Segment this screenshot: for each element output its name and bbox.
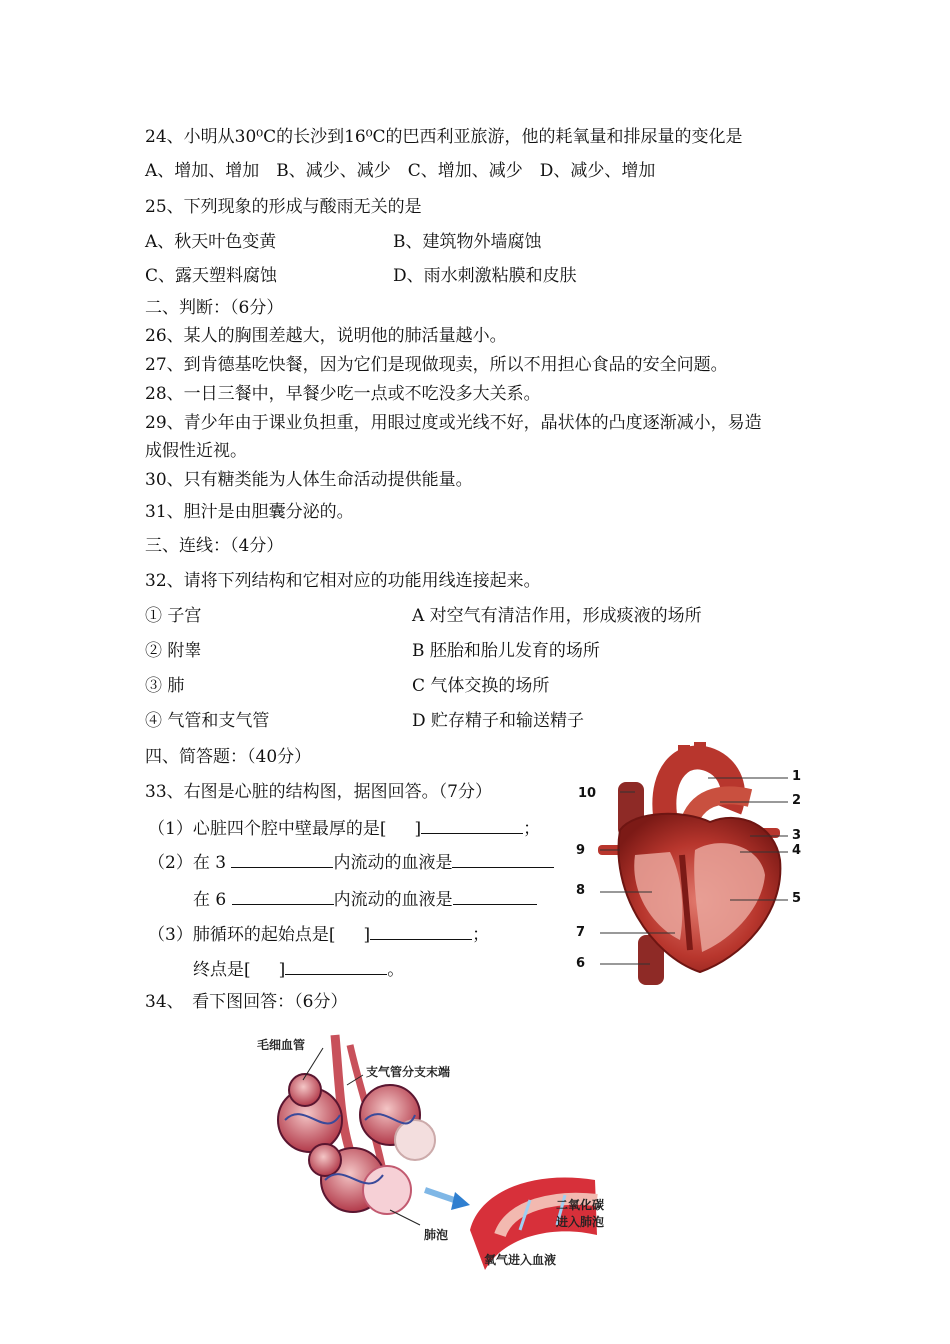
q33-part3-end: ；: [472, 925, 490, 945]
heart-label-6: 6: [576, 956, 586, 971]
match-right-a: A 对空气有清洁作用，形成痰液的场所: [412, 606, 702, 626]
q33-part1-text: （1）心脏四个腔中壁最厚的是[: [148, 819, 387, 839]
label-bronchiole: 支气管分支末端: [366, 1065, 451, 1079]
q25-option-c: C、露天塑料腐蚀: [145, 266, 278, 286]
section2-title: 二、判断：（6分）: [145, 298, 284, 318]
q33-part2: [148, 849, 554, 875]
q33-part3: [148, 921, 489, 947]
match-left-4: ④ 气管和支气管: [145, 711, 270, 731]
label-co2-2: 进入肺泡: [556, 1215, 605, 1229]
section4-title: 四、简答题：（40分）: [145, 747, 312, 767]
match-right-d: D 贮存精子和输送精子: [412, 711, 585, 731]
q24-options: A、增加、增加 B、减少、减少 C、增加、减少 D、减少、增加: [145, 161, 656, 181]
section3-title: 三、连线：（4分）: [145, 536, 284, 556]
label-o2: 氧气进入血液: [484, 1253, 557, 1267]
q32-stem: 32、请将下列结构和它相对应的功能用线连接起来。: [145, 571, 541, 591]
q33-answer-blank-1[interactable]: [421, 815, 523, 834]
q33-answer-blank-5[interactable]: [453, 886, 537, 905]
q31: 31、胆汁是由胆囊分泌的。: [145, 502, 354, 522]
q25-option-d: D、雨水刺激粘膜和皮肤: [393, 266, 577, 286]
q29-line1: 29、青少年由于课业负担重，用眼过度或光线不好，晶状体的凸度逐渐减小，易造: [145, 413, 762, 433]
q33-part3b: [193, 956, 404, 982]
q27: 27、到肯德基吃快餐，因为它们是现做现卖，所以不用担心食品的安全问题。: [145, 355, 728, 375]
heart-diagram: [590, 740, 810, 990]
q25-option-b: B、建筑物外墙腐蚀: [393, 232, 542, 252]
q24-stem: 24、小明从30⁰C的长沙到16⁰C的巴西利亚旅游，他的耗氧量和排尿量的变化是: [145, 127, 743, 147]
match-left-3: ③ 肺: [145, 676, 185, 696]
q25-stem: 25、下列现象的形成与酸雨无关的是: [145, 197, 422, 217]
q28: 28、一日三餐中，早餐少吃一点或不吃没多大关系。: [145, 384, 541, 404]
q33-part2-text-c: 在 6: [193, 890, 227, 910]
label-capillary: 毛细血管: [257, 1038, 306, 1052]
q33-answer-blank-7[interactable]: [285, 956, 387, 975]
heart-label-10: 10: [578, 786, 597, 801]
q33-part3-text-a: （3）肺循环的起始点是[: [148, 925, 336, 945]
q29-line2: 成假性近视。: [145, 441, 247, 461]
q33-part2-text-a: （2）在 3: [148, 853, 227, 873]
heart-label-7: 7: [576, 925, 586, 940]
q33-part1: [148, 815, 540, 841]
q33-part2b: [193, 886, 537, 912]
q25-option-a: A、秋天叶色变黄: [145, 232, 277, 252]
q33-part3-bracket: ]: [363, 925, 371, 945]
q33-answer-blank-3[interactable]: [452, 849, 554, 868]
q33-part2-text-d: 内流动的血液是: [333, 890, 453, 910]
match-left-1: ① 子宫: [145, 606, 202, 626]
heart-label-8: 8: [576, 883, 586, 898]
q34-stem: 34、 看下图回答：（6分）: [145, 992, 348, 1012]
heart-label-9: 9: [576, 843, 586, 858]
heart-label-2: 2: [792, 793, 802, 808]
heart-label-1: 1: [792, 769, 802, 784]
q33-part1-end: ；: [523, 819, 541, 839]
q33-part2-text-b: 内流动的血液是: [333, 853, 453, 873]
q26: 26、某人的胸围差越大，说明他的肺活量越小。: [145, 326, 507, 346]
q33-part3-end2: 。: [387, 960, 405, 980]
heart-label-5: 5: [792, 891, 802, 906]
q33-answer-blank-4[interactable]: [232, 886, 334, 905]
q33-answer-blank-2[interactable]: [231, 849, 333, 868]
heart-label-4: 4: [792, 843, 802, 858]
q33-part3-bracket2: ]: [278, 960, 286, 980]
q33-answer-blank-6[interactable]: [370, 921, 472, 940]
match-left-2: ② 附睾: [145, 641, 202, 661]
heart-label-3: 3: [792, 828, 802, 843]
q33-part3-text-c: 终点是[: [193, 960, 251, 980]
match-right-c: C 气体交换的场所: [412, 676, 550, 696]
match-right-b: B 胚胎和胎儿发育的场所: [412, 641, 600, 661]
q33-part1-bracket: ]: [414, 819, 422, 839]
q30: 30、只有糖类能为人体生命活动提供能量。: [145, 470, 473, 490]
label-co2: 二氧化碳: [556, 1198, 605, 1212]
label-alveolus: 肺泡: [424, 1228, 449, 1242]
q33-stem: 33、右图是心脏的结构图，据图回答。（7分）: [145, 782, 492, 802]
